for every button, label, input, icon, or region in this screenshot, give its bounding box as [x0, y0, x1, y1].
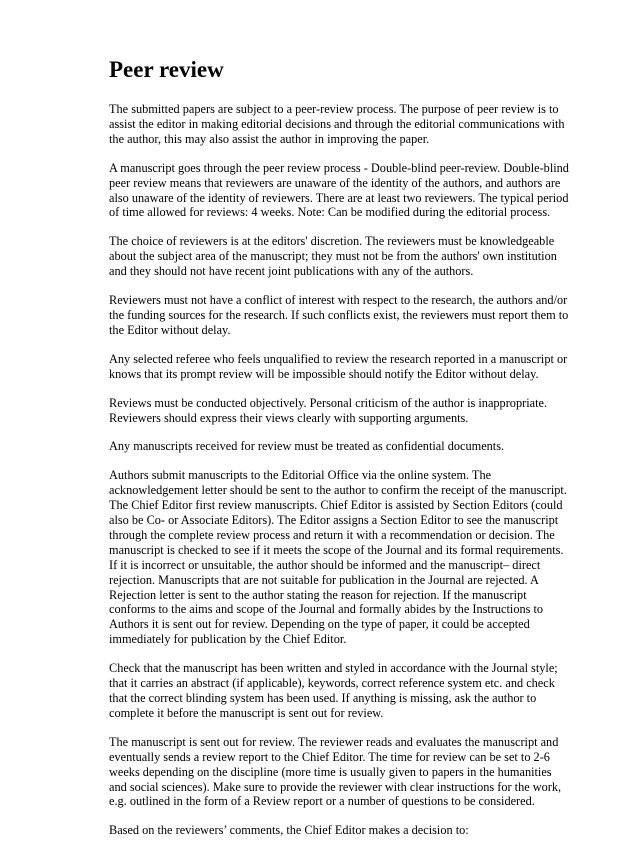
paragraph-submission-process: Authors submit manuscripts to the Editorial Office via the online system. The acknowledgement letter should be sent to the author to confirm the receipt of the manuscript. The Chief Editor first review manuscripts. Chief Editor is assisted by Section Editors (could also be Co- or Associate Editors). The Editor assigns a Section Editor to see the manuscript through the complete review process and return it with a recommendation or decision. The manuscript is checked to see if it meets the scope of the Journal and its formal requirements. If it is incorrect or unsuitable, the author should be informed and the manuscript– direct rejection. Manuscripts that are not suitable for publication in the Journal are rejected. A Rejection letter is sent to the author stating the reason for rejection. If the manuscript conforms to the aims and scope of the Journal and formally abides by the Instructions to Authors it is sent out for review. Depending on the type of paper, it could be accepted immediately for publication by the Chief Editor. — [109, 468, 567, 647]
paragraph-objectivity: Reviews must be conducted objectively. Personal criticism of the author is inappropriate. Reviewers should express their views clearly with supporting arguments. — [109, 395, 548, 425]
paragraph-purpose: The submitted papers are subject to a peer-review process. The purpose of peer review is to assist the editor in making editorial decisions and through the editorial communications with the author, this may also assist the author in improving the paper. — [109, 102, 565, 146]
paragraph-reviewer-choice: The choice of reviewers is at the editors' discretion. The reviewers must be knowledgeable about the subject area of the manuscript; they must not be from the authors' own institution and they should not have recent joint publications with any of the authors. — [109, 234, 557, 279]
paragraph-review-period: The manuscript is sent out for review. The reviewer reads and evaluates the manuscript and eventually sends a review report to the Chief Editor. The time for review can be set to 2-6 weeks depending on the discipline (more time is usually given to papers in the humanities and social sciences). Make sure to provide the reviewer with clear instructions for the work, e.g. outlined in the form of a Review report or a number of questions to be considered. — [109, 734, 562, 809]
paragraph-double-blind: A manuscript goes through the peer review process - Double-blind peer-review. Double-blind peer review means that reviewers are unaware of the identity of the authors, and authors are also unaware of the identity of reviewers. There are at least two reviewers. The typical period of time allowed for reviews: 4 weeks. Note: Can be modified during the editorial process. — [109, 160, 569, 220]
paragraph-unqualified-referee: Any selected referee who feels unqualified to review the research reported in a manuscript or knows that its prompt review will be impossible should notify the Editor without delay. — [109, 351, 568, 381]
paragraph-style-check: Check that the manuscript has been written and styled in accordance with the Journal style; that it carries an abstract (if applicable), keywords, correct reference system etc. and check that the correct blinding system has been used. If anything is missing, ask the author to complete it before the manuscript is sent out for review. — [109, 661, 558, 720]
paragraph-conflict-of-interest: Reviewers must not have a conflict of interest with respect to the research, the authors and/or the funding sources for the research. If such conflicts exist, the reviewers must report them to the Editor without delay. — [109, 293, 569, 337]
paragraph-decision: Based on the reviewers’ comments, the Chief Editor makes a decision to: — [109, 823, 469, 838]
page-title: Peer review — [109, 57, 224, 82]
paragraph-confidentiality: Any manuscripts received for review must be treated as confidential documents. — [109, 439, 505, 454]
document-page — [109, 58, 571, 852]
